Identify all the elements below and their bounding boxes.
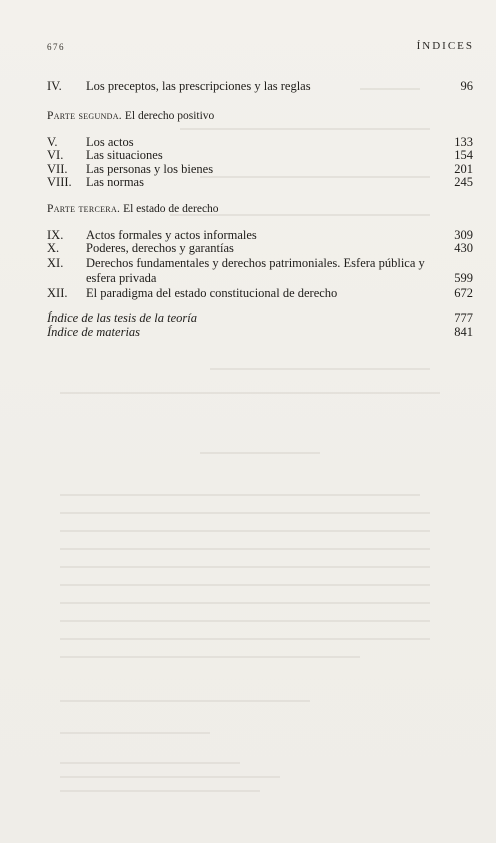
part-title: El estado de derecho bbox=[120, 202, 219, 215]
bleed-through-line bbox=[60, 494, 420, 496]
chapter-number: IV. bbox=[47, 79, 62, 93]
part-title: El derecho positivo bbox=[121, 109, 215, 122]
chapter-number: VII. bbox=[47, 161, 68, 176]
page-reference: 309 bbox=[454, 227, 473, 242]
page-reference: 154 bbox=[454, 148, 473, 162]
index-title: Índice de materias bbox=[47, 324, 141, 339]
table-of-contents bbox=[47, 80, 473, 339]
chapter-number: XII. bbox=[47, 285, 68, 300]
page-reference: 672 bbox=[454, 285, 473, 300]
bleed-through-line bbox=[60, 776, 280, 778]
page-reference: 777 bbox=[454, 311, 473, 325]
bleed-through-line bbox=[60, 512, 430, 514]
chapter-number: VIII. bbox=[47, 175, 72, 189]
page-header bbox=[47, 40, 474, 56]
bleed-through-line bbox=[60, 602, 430, 604]
page-number: 676 bbox=[47, 42, 65, 52]
chapter-title: Los preceptos, las prescripciones y las reglas bbox=[86, 79, 311, 93]
toc-entry-chapter-8[interactable] bbox=[47, 176, 473, 190]
chapter-number: X. bbox=[47, 241, 60, 255]
part-label: Parte tercera. bbox=[47, 202, 121, 215]
part-heading-3 bbox=[47, 202, 473, 217]
toc-entry-subject-index[interactable] bbox=[47, 326, 473, 340]
chapter-title: Las situaciones bbox=[86, 148, 163, 162]
page-reference: 841 bbox=[454, 324, 473, 339]
page-reference: 96 bbox=[460, 79, 473, 93]
bleed-through-line bbox=[60, 638, 430, 640]
bleed-through-line bbox=[60, 584, 430, 586]
chapter-number: XI. bbox=[47, 255, 64, 270]
chapter-title: Las personas y los bienes bbox=[86, 161, 214, 176]
toc-entry-chapter-12[interactable] bbox=[47, 287, 473, 301]
page-reference: 201 bbox=[454, 161, 473, 176]
chapter-number: IX. bbox=[47, 227, 64, 242]
page-reference: 133 bbox=[454, 134, 473, 149]
page-reference: 599 bbox=[454, 271, 473, 285]
toc-entry-chapter-5[interactable] bbox=[47, 136, 473, 150]
toc-entry-chapter-9[interactable] bbox=[47, 229, 473, 243]
part-heading-2 bbox=[47, 109, 473, 124]
toc-entry-chapter-7[interactable] bbox=[47, 163, 473, 177]
index-title: Índice de las tesis de la teoría bbox=[47, 311, 197, 325]
bleed-through-line bbox=[60, 790, 260, 792]
bleed-through-line bbox=[60, 620, 430, 622]
chapter-title: El paradigma del estado constitucional de derecho bbox=[86, 285, 338, 300]
toc-entry-chapter-10[interactable] bbox=[47, 242, 473, 256]
page-reference: 430 bbox=[454, 241, 473, 255]
bleed-through-line bbox=[60, 732, 210, 734]
bleed-through-line bbox=[60, 548, 430, 550]
running-head: ÍNDICES bbox=[416, 40, 474, 52]
page-reference: 245 bbox=[454, 175, 473, 189]
bleed-through-line bbox=[60, 566, 430, 568]
bleed-through-line bbox=[60, 656, 360, 658]
toc-entry-chapter-6[interactable] bbox=[47, 149, 473, 163]
chapter-title: Los actos bbox=[86, 134, 134, 149]
bleed-through-line bbox=[200, 452, 320, 454]
chapter-title: Las normas bbox=[86, 175, 144, 189]
bleed-through-line bbox=[210, 368, 430, 370]
bleed-through-line bbox=[60, 530, 430, 532]
toc-entry-thesis-index[interactable] bbox=[47, 312, 473, 326]
chapter-title: Actos formales y actos informales bbox=[86, 227, 257, 242]
chapter-number: V. bbox=[47, 134, 58, 149]
bleed-through-line bbox=[60, 762, 240, 764]
toc-entry-chapter-11[interactable] bbox=[47, 256, 473, 287]
bleed-through-line bbox=[60, 700, 310, 702]
bleed-through-line bbox=[60, 392, 440, 394]
part-label: Parte segunda. bbox=[47, 109, 122, 122]
toc-entry-chapter-4[interactable] bbox=[47, 80, 473, 94]
chapter-title: Poderes, derechos y garantías bbox=[86, 241, 234, 255]
chapter-title: Derechos fundamentales y derechos patrimoniales. Esfera pública y esfera privada bbox=[86, 255, 425, 285]
chapter-number: VI. bbox=[47, 148, 64, 162]
